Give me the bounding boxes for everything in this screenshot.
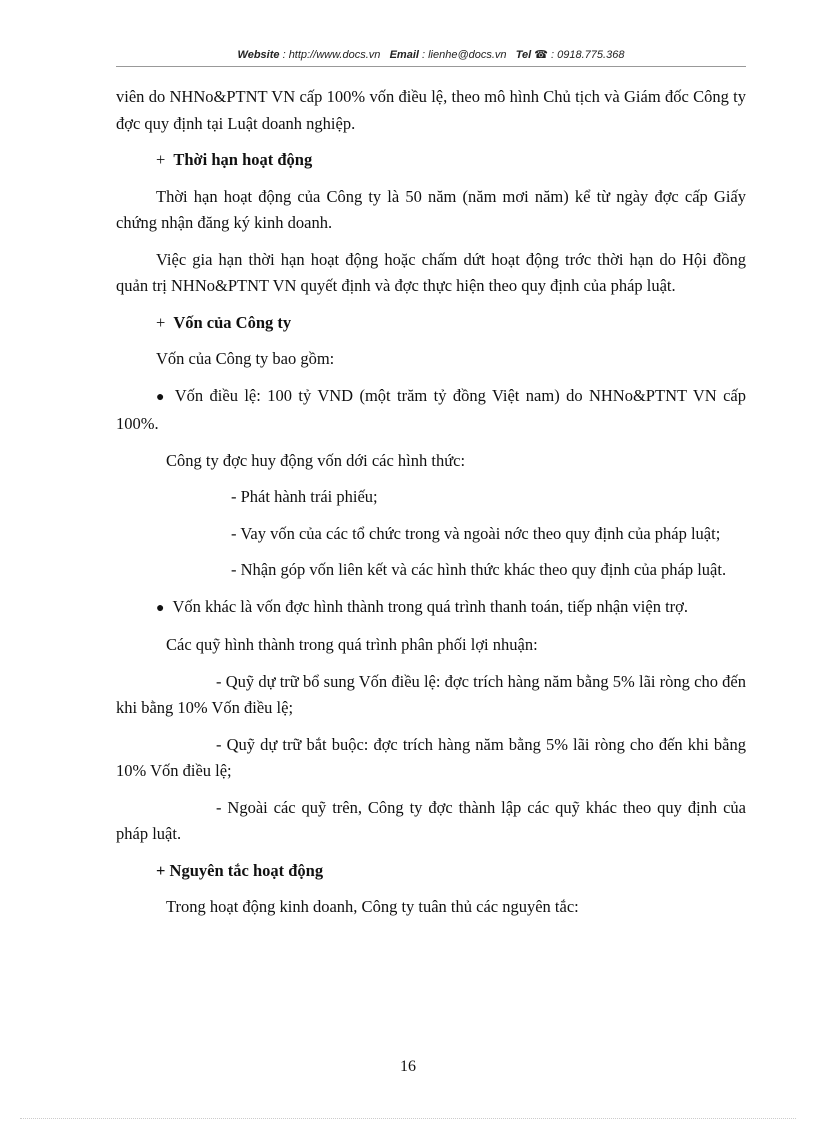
paragraph: Thời hạn hoạt động của Công ty là 50 năm (năm mơi năm) kể từ ngày đợc cấp Giấy chứng nhận đăng ký kinh doanh. — [116, 186, 746, 232]
paragraph: viên do NHNo&PTNT VN cấp 100% vốn điều lệ, theo mô hình Chủ tịch và Giám đốc Công ty đợc quy định tại Luật doanh nghiệp. — [116, 87, 746, 133]
heading-marker: + — [156, 860, 166, 880]
list-item: - Phát hành trái phiếu; — [231, 487, 378, 506]
paragraph: Trong hoạt động kinh doanh, Công ty tuân thủ các nguyên tắc: — [166, 897, 579, 916]
footer-divider — [20, 1118, 796, 1119]
paragraph: Việc gia hạn thời hạn hoạt động hoặc chấm dứt hoạt động trớc thời hạn do Hội đồng quản trị NHNo&PTNT VN quyết định và đợc thực hiện theo quy định của pháp luật. — [116, 249, 746, 295]
bullet-item — [116, 383, 746, 438]
bullet-icon: ● — [156, 600, 165, 616]
paragraph: Vốn của Công ty bao gồm: — [156, 349, 335, 368]
document-body — [116, 84, 746, 931]
paragraph: Các quỹ hình thành trong quá trình phân phối lợi nhuận: — [166, 635, 538, 654]
tel-value: ☎ : 0918.775.368 — [534, 49, 625, 61]
bullet-text: Vốn điều lệ: 100 tỷ VND (một trăm tỷ đồng Việt nam) do NHNo&PTNT VN cấp 100%. — [116, 385, 746, 433]
section-heading-capital — [116, 310, 746, 337]
list-item: - Nhận góp vốn liên kết và các hình thức khác theo quy định của pháp luật. — [231, 560, 727, 579]
bullet-text: Vốn khác là vốn đợc hình thành trong quá trình thanh toán, tiếp nhận viện trợ. — [172, 596, 689, 616]
paragraph: Công ty đợc huy động vốn dới các hình thức: — [166, 450, 466, 470]
heading-text: Thời hạn hoạt động — [173, 150, 313, 169]
tel-label: Tel — [515, 49, 532, 61]
bullet-icon: ● — [156, 389, 167, 405]
heading-marker: + — [156, 312, 166, 332]
heading-text: Nguyên tắc hoạt động — [169, 860, 324, 880]
email-label: Email — [389, 49, 419, 61]
section-heading-principles — [116, 858, 746, 885]
list-item: - Quỹ dự trữ bắt buộc: đợc trích hàng năm bằng 5% lãi ròng cho đến khi bằng 10% Vốn điều lệ; — [116, 734, 746, 780]
bullet-item — [116, 594, 746, 623]
page-number: 16 — [400, 1058, 416, 1075]
list-item: - Vay vốn của các tổ chức trong và ngoài nớc theo quy định của pháp luật; — [231, 523, 721, 543]
website-value: : http://www.docs.vn — [282, 49, 381, 61]
page-header — [116, 48, 746, 61]
heading-text: Vốn của Công ty — [173, 312, 292, 332]
header-divider — [116, 66, 746, 67]
website-label: Website — [237, 49, 280, 61]
list-item: - Ngoài các quỹ trên, Công ty đợc thành lập các quỹ khác theo quy định của pháp luật. — [116, 797, 746, 843]
list-item: - Quỹ dự trữ bổ sung Vốn điều lệ: đợc trích hàng năm bằng 5% lãi ròng cho đến khi bằng 10% Vốn điều lệ; — [116, 671, 746, 717]
heading-marker: + — [156, 150, 166, 169]
section-heading-duration — [116, 147, 746, 174]
email-value: : lienhe@docs.vn — [422, 49, 507, 61]
